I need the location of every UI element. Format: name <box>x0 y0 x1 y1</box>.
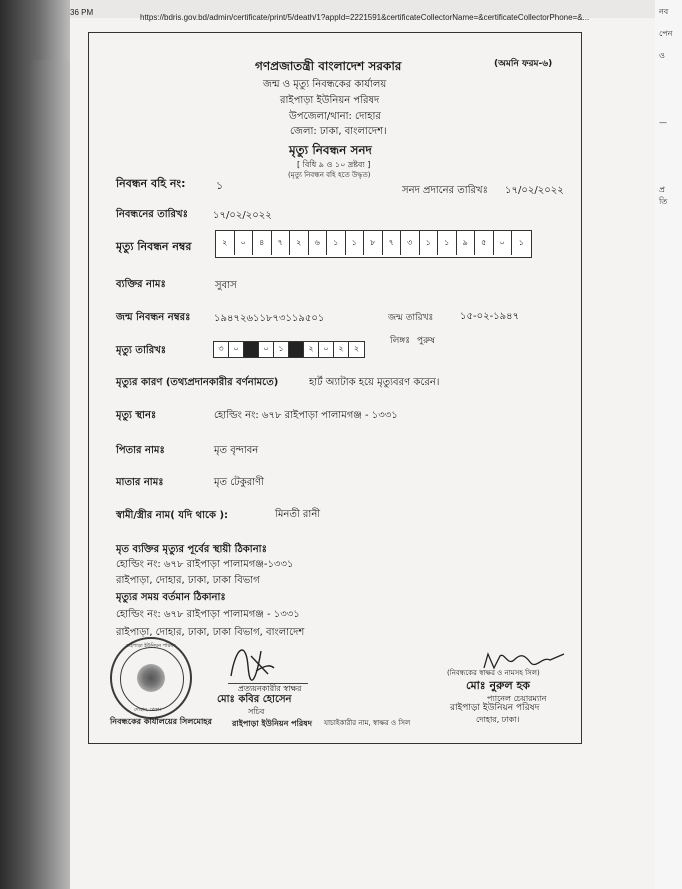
registrar-designation: প্যানেল চেয়ারম্যান <box>487 694 547 703</box>
digit-cell: ১ <box>346 231 365 255</box>
edge-text: পেন <box>659 29 673 38</box>
form-number: (অমনি ফরম-৬) <box>494 59 553 69</box>
date-cell: ০ <box>319 342 334 357</box>
register-book-label: নিবন্ধন বহি নং: <box>116 177 186 190</box>
date-cell: ১ <box>274 342 289 357</box>
digit-cell: ৯ <box>457 231 476 255</box>
digit-cell: ১ <box>327 231 346 255</box>
registrar-location: দোহার, ঢাকা। <box>476 715 520 724</box>
reg-date-label: নিবন্ধনের তারিখঃ <box>116 209 188 220</box>
digit-cell: ১ <box>420 231 439 255</box>
date-cell: ২ <box>334 342 349 357</box>
person-name-value: সুবাস <box>215 280 237 291</box>
verifier-signature-icon <box>226 636 276 686</box>
register-book-value: ১ <box>216 179 224 192</box>
print-url: https://bdris.gov.bd/admin/certificate/print/5/death/1?appId=2221591&certificateCollectorName=&certificateCollectorPhone=&... <box>140 13 590 22</box>
digit-cell: ৩ <box>401 231 420 255</box>
birth-reg-no-value: ১৯৪৭২৬১১৮৭৩১১৯৫০১ <box>214 313 325 324</box>
digit-cell: ১ <box>438 231 457 255</box>
digit-cell: ২ <box>290 231 309 255</box>
seal-text: রাইপাড়া ইউনিয়ন পরিষদ <box>126 643 176 649</box>
digit-cell: ০ <box>235 231 254 255</box>
date-cell: ০ <box>259 342 274 357</box>
govt-title: গণপ্রজাতন্ত্রী বাংলাদেশ সরকার <box>255 59 402 73</box>
digit-cell: ৫ <box>475 231 494 255</box>
registrar-union: রাইপাড়া ইউনিয়ন পরিষদ <box>450 703 540 713</box>
date-cell: ৩ <box>214 342 229 357</box>
current-address-label: মৃত্যুর সময় বর্তমান ঠিকানাঃ <box>116 592 226 603</box>
issue-date-label: সনদ প্রদানের তারিখঃ <box>402 185 488 196</box>
seal-text: দোহার, ঢাকা। <box>134 707 162 713</box>
father-label: পিতার নামঃ <box>116 445 165 456</box>
death-place-label: মৃত্যু স্থানঃ <box>116 410 157 421</box>
edge-text: তি <box>659 197 668 206</box>
registrar-name: মোঃ নুরুল হক <box>466 679 530 692</box>
photo-left-shadow <box>0 0 70 889</box>
union-stamp: রাইপাড়া ইউনিয়ন পরিষদ <box>232 719 312 728</box>
current-address-line2: রাইপাড়া, দোহার, ঢাকা, ঢাকা বিভাগ, বাংলাদেশ <box>116 627 305 638</box>
upazila-text: উপজেলা/থানা: দোহার <box>289 111 381 122</box>
office-title: জন্ম ও মৃত্যু নিবন্ধকের কার্যালয় <box>263 79 387 90</box>
digit-cell: ১ <box>518 237 524 247</box>
death-reg-number-boxes <box>215 230 532 258</box>
cause-value: হার্ট অ্যাটাক হয়ে মৃত্যুবরণ করেন। <box>309 377 440 388</box>
perm-address-label: মৃত ব্যক্তির মৃত্যুর পূর্বের স্থায়ী ঠিকানাঃ <box>116 544 267 555</box>
edge-text: নব <box>659 7 669 16</box>
date-cell: ২ <box>349 342 364 357</box>
registrar-office-seal-label: নিবন্ধকের কার্যালয়ের সিলমোহর <box>110 717 212 726</box>
date-separator-cell <box>289 342 304 357</box>
digit-cell: ০ <box>494 231 513 255</box>
father-value: মৃত বৃন্দাবন <box>214 445 259 456</box>
photo-right-edge <box>655 0 682 889</box>
digit-cell: ৬ <box>309 231 328 255</box>
digit-cell: ২ <box>216 231 235 255</box>
certificate-title: মৃত্যু নিবন্ধন সনদ <box>289 143 372 157</box>
collector-label: যাচাইকারীর নাম, স্বাক্ষর ও সিল <box>324 719 411 727</box>
birth-date-value: ১৫-০২-১৯৪৭ <box>460 311 520 322</box>
date-cell: ২ <box>304 342 319 357</box>
cause-label: মৃত্যুর কারণ (তথ্যপ্রদানকারীর বর্ণনামতে) <box>116 377 279 388</box>
spouse-value: মিনতী রানী <box>275 509 321 520</box>
date-separator-cell <box>244 342 259 357</box>
perm-address-line1: হোল্ডিং নং: ৬৭৮ রাইপাড়া পালামগঞ্জ-১৩৩১ <box>116 559 294 570</box>
edge-text: — <box>659 118 667 127</box>
birth-reg-no-label: জন্ম নিবন্ধন নম্বরঃ <box>116 312 191 323</box>
union-title: রাইপাড়া ইউনিয়ন পরিষদ <box>280 95 380 106</box>
death-date-boxes <box>213 341 365 358</box>
browser-print-header <box>0 0 682 26</box>
verifier-signature-label: প্রত্যয়নকারীর স্বাক্ষর <box>238 684 302 693</box>
mother-value: মৃত টেকুরাণী <box>214 477 265 488</box>
verifier-name: মোঃ কবির হোসেন <box>217 694 292 705</box>
death-reg-no-label: মৃত্যু নিবন্ধন নম্বর <box>116 240 192 253</box>
mother-label: মাতার নামঃ <box>116 477 164 488</box>
spouse-label: স্বামী/স্ত্রীর নাম( যদি থাকে ): <box>116 510 229 521</box>
rule-text: [ বিধি ৯ ও ১০ দ্রষ্টব্য ] <box>297 160 371 169</box>
birth-date-label: জন্ম তারিখঃ <box>388 313 434 323</box>
registrar-signature-label: (নিবন্ধকের স্বাক্ষর ও নামসহ সিল) <box>447 669 540 677</box>
union-seal-icon <box>110 637 192 719</box>
death-place-value: হোল্ডিং নং: ৬৭৮ রাইপাড়া পালামগঞ্জ - ১৩৩১ <box>214 410 398 421</box>
sex-value: পুরুষ <box>417 336 435 346</box>
source-note: (মৃত্যু নিবন্ধন বহি হতে উদ্ধৃত) <box>288 171 371 179</box>
edge-text: ও <box>659 51 665 60</box>
district-text: জেলা: ঢাকা, বাংলাদেশ। <box>290 126 387 137</box>
edge-text: প্র <box>659 185 665 194</box>
verifier-designation: সচিব <box>248 707 265 716</box>
person-name-label: ব্যক্তির নামঃ <box>116 279 166 290</box>
digit-cell: ৪ <box>253 231 272 255</box>
current-address-line1: হোল্ডিং নং: ৬৭৮ রাইপাড়া পালামগঞ্জ - ১৩৩১ <box>116 609 300 620</box>
digit-cell: ৭ <box>272 231 291 255</box>
date-cell: ০ <box>229 342 244 357</box>
digit-cell: ৮ <box>364 231 383 255</box>
issue-date-value: ১৭/০২/২০২২ <box>505 185 564 196</box>
print-time: 36 PM <box>70 8 94 17</box>
sex-label: লিঙ্গঃ <box>390 336 411 346</box>
reg-date-value: ১৭/০২/২০২২ <box>213 210 272 221</box>
digit-cell: ৭ <box>383 231 402 255</box>
death-date-label: মৃত্যু তারিখঃ <box>116 345 167 356</box>
perm-address-line2: রাইপাড়া, দোহার, ঢাকা, ঢাকা বিভাগ <box>116 575 260 586</box>
